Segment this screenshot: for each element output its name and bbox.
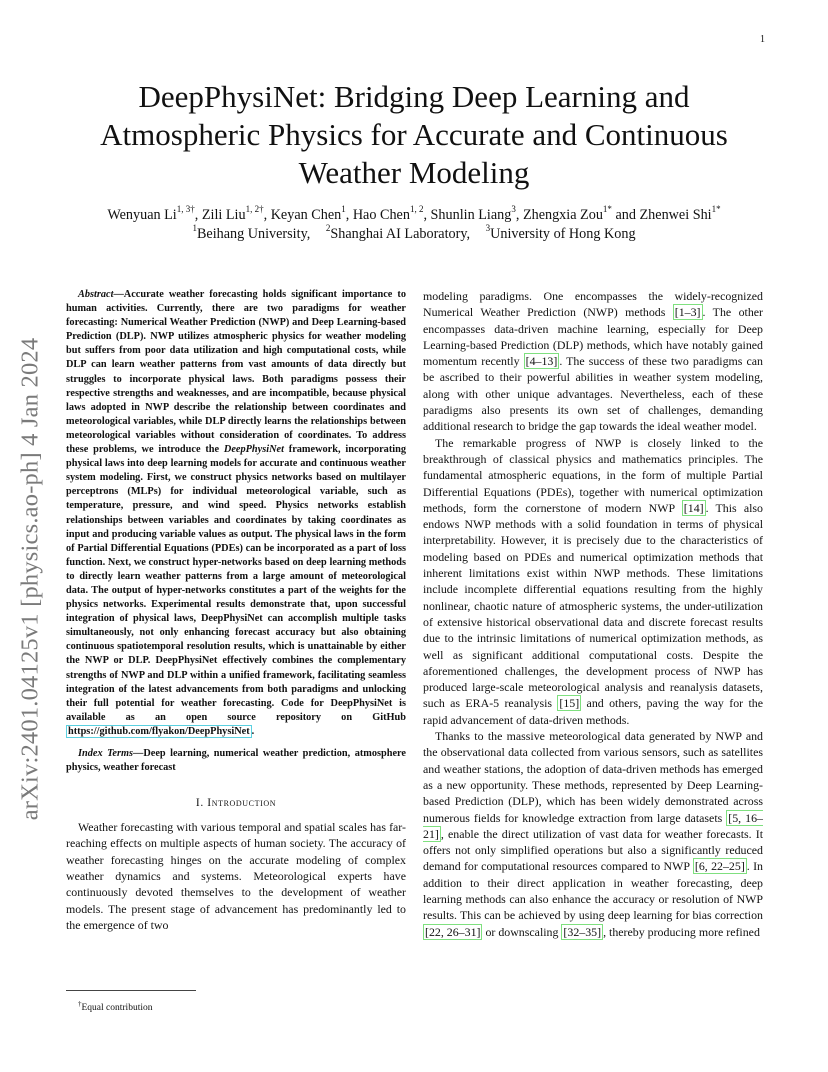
citation-link[interactable]: [32–35] [563, 924, 602, 939]
author: Keyan Chen$^1$ [270, 204, 346, 223]
right-column [423, 288, 763, 940]
affiliation: $^1$Beihang University, [192, 223, 311, 242]
author: Zhengxia Zou$^{1*}$ [522, 204, 612, 223]
footnote-rule [66, 990, 196, 991]
author: Wenyuan $Li^{1, 3\dagger}$ [107, 204, 195, 223]
author-list: Wenyuan $Li^{1, 3\dagger}$, Zili Liu$^{1, 2\dagger}$, Keyan Chen$^1$, Hao Chen$^{1, 2}$, Shunlin Liang$^3$, Zhengxia Zou$^{1*}$ and Zhenwei Shi$^{1*}$ [107, 204, 721, 223]
paragraph: Weather forecasting with various temporal and spatial scales has far-reaching effects on multiple aspects of human society. The accuracy of weather forecasting hinges on the accurate modeling of complex weather dynamics and systems. Meteorological experts have continuously devoted themselves to the development of weather models. The present stage of advancement has predominantly led to the emergence of two [66, 820, 406, 932]
affiliation: $^2$Shanghai AI Laboratory, [325, 223, 471, 242]
author: Hao Chen$^{1, 2}$ [352, 204, 424, 223]
citation-link[interactable]: [4–13] [525, 354, 558, 369]
author: Zhenwei Shi$^{1*}$ [639, 204, 721, 223]
footnote: †Equal contribution [78, 1000, 153, 1014]
citation-link[interactable]: [14] [683, 500, 704, 515]
arxiv-stamp [12, 268, 48, 890]
index-terms-lead: Index Terms [78, 748, 134, 759]
arxiv-stamp-text: arXiv:2401.04125v1 [physics.ao-ph] 4 Jan 2024 [16, 337, 44, 821]
citation-link[interactable]: [5, 16–21] [423, 810, 763, 841]
left-column [66, 288, 406, 933]
citation-link[interactable]: [15] [559, 696, 580, 711]
citation-link[interactable]: [1–3] [674, 305, 701, 320]
abstract: Abstract—Accurate weather forecasting holds significant importance to human activities. Currently, there are two paradigms for weather forecasting: Numerical Weather Prediction (NWP) and Deep Learning-based Prediction (DLP). NWP utilizes atmospheric physics for weather modeling but suffers from poor data utilization and high computational costs, while DLP can learn weather patterns from vast amounts of data directly but struggles to incorporate physical laws. Both paradigms possess their respective strengths and weaknesses, and are incompatible, because physical laws adopted in NWP describe the relationship between coordinates and meteorological variables, while DLP directly learns the relationships between meteorological variables without consideration of coordinates. To address these problems, we introduce the DeepPhysiNet framework, incorporating physical laws into deep learning models for accurate and continuous weather system modeling. First, we construct physics networks based on multilayer perceptrons (MLPs) for individual meteorological variable, such as temperature, pressure, and wind speed. Physics networks establish relationships between variables and coordinates by taking coordinates as input and producing variable values as output. The physical laws in the form of Partial Differential Equations (PDEs) can be incorporated as a part of loss function. Next, we construct hyper-networks based on deep learning methods to directly learn weather patterns from a large amount of meteorological data. The output of hyper-networks constitutes a part of the weights for the physics networks. Experimental results demonstrate that, upon successful integration of physical laws, DeepPhysiNet can accomplish multiple tasks simultaneously, not only enhancing forecast accuracy but also obtaining continuous spatiotemporal resolution results, which is unattainable by either the NWP or DLP. DeepPhysiNet effectively combines the complementary strengths of NWP and DLP within a unified framework, facilitating seamless integration of the latest advancements from both paradigms and unlocking their full potential for weather forecasting. Code for DeepPhysiNet is available as an open source repository on GitHub https://github.com/flyakon/DeepPhysiNet . [66, 289, 406, 737]
citation-link[interactable]: [6, 22–25] [694, 859, 745, 874]
paper-title: DeepPhysiNet: Bridging Deep Learning and Atmospheric Physics for Accurate and Continuous Weather Modeling [100, 79, 728, 190]
index-terms: Index Terms—Deep learning, numerical weather prediction, atmosphere physics, weather forecast [66, 748, 406, 774]
intro-right-text [423, 288, 763, 940]
citation-link[interactable]: [22, 26–31] [425, 924, 481, 939]
page-number: 1 [760, 34, 765, 45]
author: Shunlin Liang$^3$ [430, 204, 516, 223]
intro-left-text [66, 819, 406, 933]
framework-name: DeepPhysiNet [223, 444, 284, 456]
abstract-lead: Abstract [78, 289, 114, 300]
author: Zili Liu$^{1, 2\dagger}$ [201, 204, 264, 223]
paragraph: modeling paradigms. One encompasses the widely-recognized Numerical Weather Prediction (NWP) methods [1–3] . The other encompasses data-driven machine learning, especially for Deep Learning-based Prediction (DLP) methods, which have notably gained momentum recently [4–13] . The success of these two paradigms can be ascribed to their powerful abilities in weather system modeling, along with other unique advantages. Nevertheless, each of these paradigms also presents its own set of challenges, demanding additional research to bridge the gap towards the ideal weather model. [423, 289, 763, 434]
github-link[interactable]: https://github.com/flyakon/DeepPhysiNet [68, 725, 250, 737]
paragraph: Thanks to the massive meteorological data generated by NWP and the observational data collected from various sensors, such as satellites and weather stations, the adoption of data-driven methods has emerged as a new opportunity. These methods, represented by Deep Learning-based Prediction (DLP), which has been widely demonstrated across numerous fields for knowledge extraction from large datasets [5, 16–21] , enable the direct utilization of vast data for weather forecasts. It offers not only simplified operations but also a significantly reduced demand for computational resources compared to NWP [6, 22–25] . In addition to their direct application in weather forecasting, deep learning methods can also enhance the accuracy or resolution of NWP results. This can be achieved by using deep learning for bias correction [22, 26–31] or downscaling [32–35] , thereby producing more refined [423, 729, 763, 939]
paragraph: The remarkable progress of NWP is closely linked to the breakthrough of classical physics and mathematics principles. The fundamental atmospheric equations, in the form of multiple Partial Differential Equations (PDEs), together with numerical optimization methods, form the cornerstone of modern NWP [14] . This also endows NWP methods with a solid foundation in terms of physical interpretability. However, it is precisely due to the characteristics of modeling based on PDEs and numerical optimization methods that inherent limitations exist within NWP methods. These limitations include incomplete differential equations resulting from the highly nonlinear, chaotic nature of atmospheric systems, the under-utilization of extensive historical observational data and discrete forecast results due to the intrinsic limitations of numerical optimization methods, as well as significant additional computational costs. Despite the aforementioned challenges, the development process of NWP has produced large-scale meteorological analysis and reanalysis datasets, such as ERA-5 reanalysis [15] and others, paving the way for the rapid advancement of data-driven methods. [423, 435, 764, 727]
affiliation-list [40, 224, 788, 244]
affiliation: $^3$University of Hong Kong [485, 223, 636, 242]
section-heading: I. Introduction [195, 797, 277, 810]
